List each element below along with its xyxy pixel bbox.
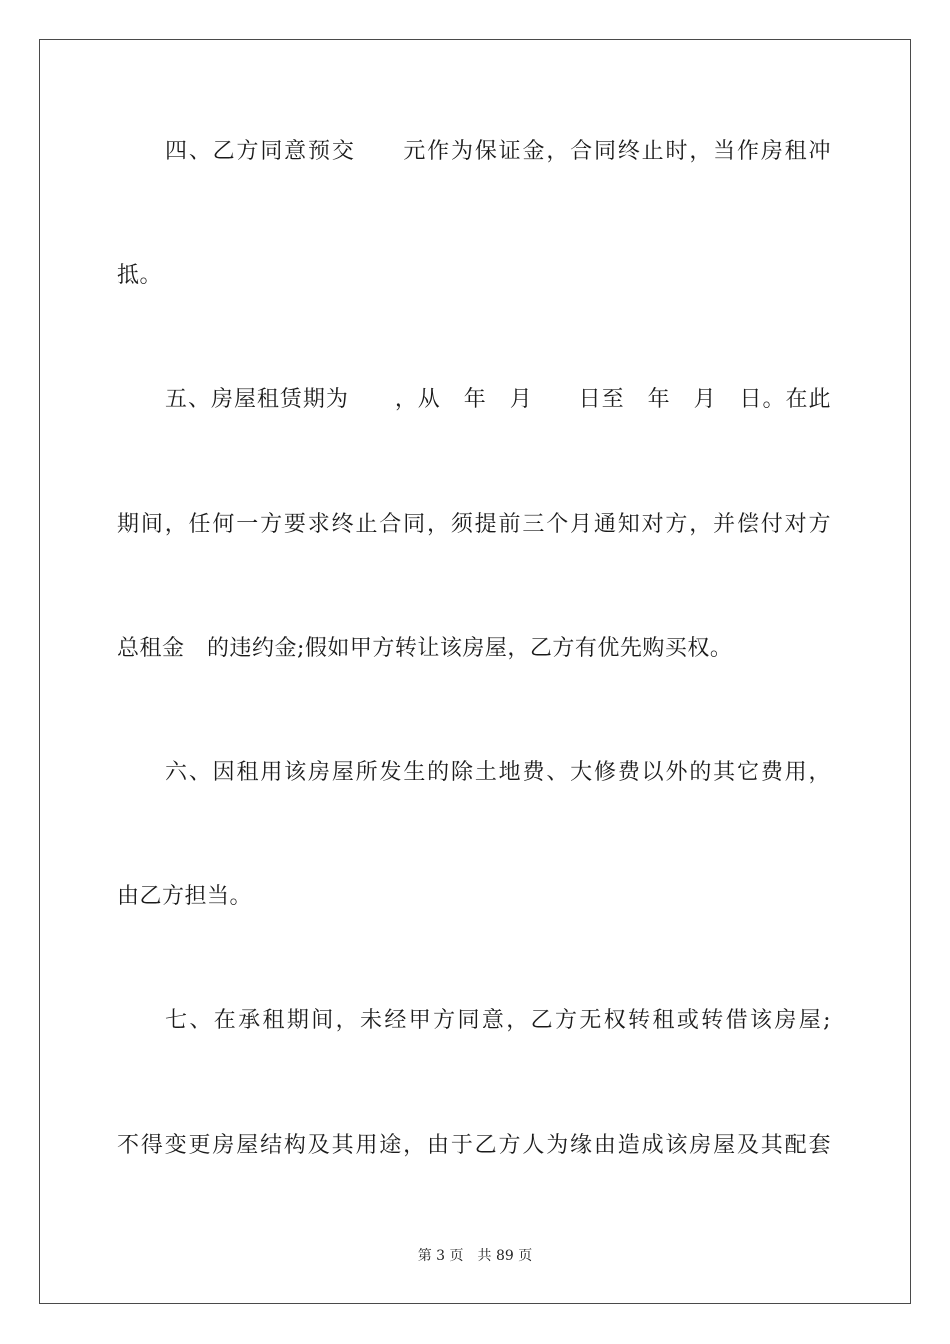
paragraph-5-line-3: 总租金 的违约金;假如甲方转让该房屋，乙方有优先购买权。 bbox=[117, 636, 733, 661]
paragraph-6-line-1: 六、因租用该房屋所发生的除土地费、大修费以外的其它费用， bbox=[165, 760, 831, 785]
paragraph-4-line-1: 四、乙方同意预交 元作为保证金，合同终止时，当作房租冲 bbox=[165, 139, 831, 164]
paragraph-6-line-2: 由乙方担当。 bbox=[117, 884, 253, 909]
paragraph-7-line-1: 七、在承租期间，未经甲方同意，乙方无权转租或转借该房屋; bbox=[165, 1008, 831, 1033]
paragraph-5-line-1: 五、房屋租赁期为 ，从 年 月 日至 年 月 日。在此 bbox=[165, 387, 831, 412]
page-number-footer: 第 3 页 共 89 页 bbox=[417, 1248, 533, 1264]
paragraph-7-line-2: 不得变更房屋结构及其用途，由于乙方人为缘由造成该房屋及其配套 bbox=[117, 1133, 831, 1158]
paragraph-5-line-2: 期间，任何一方要求终止合同，须提前三个月通知对方，并偿付对方 bbox=[117, 512, 831, 537]
page-border bbox=[39, 39, 911, 1304]
paragraph-4-line-2: 抵。 bbox=[117, 263, 163, 288]
